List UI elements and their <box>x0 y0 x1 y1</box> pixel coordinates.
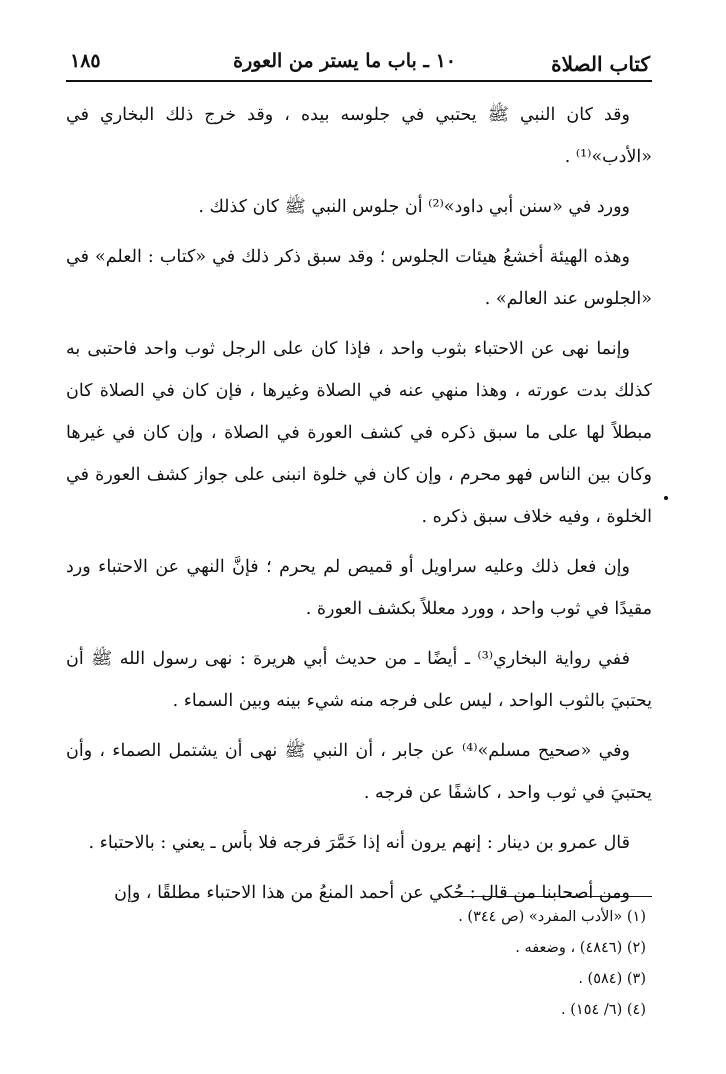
page-number: ١٨٥ <box>70 50 101 72</box>
footnote: (٢) (٤٨٤٦) ، وضعفه . <box>515 940 646 956</box>
paragraph: قال عمرو بن دينار : إنهم يرون أنه إذا خَمَّرَ فرجه فلا بأس ـ يعني : بالاحتباء . <box>88 833 630 853</box>
footnote-rule <box>456 896 652 897</box>
footnote: (١) «الأدب المفرد» (ص ٣٤٤) . <box>458 909 646 925</box>
paragraph: وفي «صحيح مسلم»⁽⁴⁾ عن جابر ، أن النبي ﷺ نهى أن يشتمل الصماء ، وأن يحتبيَ في ثوب واحد ، كاشفًا عن فرجه . <box>66 741 652 803</box>
footnote: (٤) (٦/ ١٥٤) . <box>561 1002 646 1018</box>
footnote: (٣) (٥٨٤) . <box>578 971 646 987</box>
body-text <box>66 94 652 922</box>
paragraph: وورد في «سنن أبي داود»⁽²⁾ أن جلوس النبي ﷺ كان كذلك . <box>198 197 630 217</box>
running-header <box>66 46 652 82</box>
paragraph: ومن أصحابنا من قال : حُكي عن أحمد المنعُ من هذا الاحتباء مطلقًا ، وإن <box>114 883 630 903</box>
margin-mark <box>664 496 668 500</box>
paragraph: وهذه الهيئة أخشعُ هيئات الجلوس ؛ وقد سبق ذكر ذلك في «كتاب : العلم» في «الجلوس عند العالم» . <box>66 247 652 309</box>
book-title: كتاب الصلاة <box>551 52 650 76</box>
paragraph: وقد كان النبي ﷺ يحتبي في جلوسه بيده ، وقد خرج ذلك البخاري في «الأدب»⁽¹⁾ . <box>66 105 652 167</box>
paragraph: ففي رواية البخاري⁽³⁾ ـ أيضًا ـ من حديث أبي هريرة : نهى رسول الله ﷺ أن يحتبيَ بالثوب الواحد ، ليس على فرجه منه شيء بينه وبين السماء . <box>66 649 652 711</box>
paragraph: وإنما نهى عن الاحتباء بثوب واحد ، فإذا كان على الرجل ثوب واحد فاحتبى به كذلك بدت عورته ، وهذا منهي عنه في الصلاة وغيرها ، فإن كان في الصلاة كان مبطلاً لها على ما سبق ذكره في كشف العورة في الصلاة ، وإن كان في غيرها وكان بين الناس فهو محرم ، وإن كان في خلوة انبنى على جواز كشف العورة في الخلوة ، وفيه خلاف سبق ذكره . <box>66 339 652 527</box>
chapter-title: ١٠ ـ باب ما يستر من العورة <box>233 50 456 72</box>
header-rule <box>66 80 652 82</box>
footnotes <box>66 902 652 1026</box>
paragraph: وإن فعل ذلك وعليه سراويل أو قميص لم يحرم ؛ فإنَّ النهي عن الاحتباء ورد مقيدًا في ثوب واحد ، وورد معللاً بكشف العورة . <box>66 557 652 619</box>
